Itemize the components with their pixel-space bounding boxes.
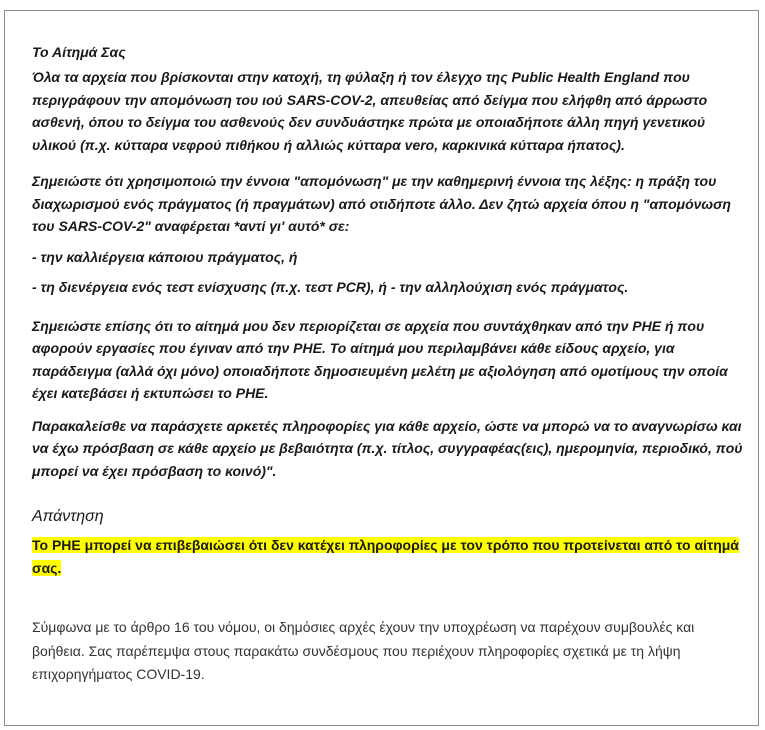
request-paragraph-scope-note: Σημειώστε επίσης ότι το αίτημά μου δεν περιορίζεται σε αρχεία που συντάχθηκαν από την PHE ή που αφορούν εργασίες που έγιναν από την PHE. Το αίτημά μου περιλαμβάνει κάθε είδους αρχείο, για παράδειγμα (αλλά όχι μόνο) οποιαδήποτε δημοσιευμένη μελέτη με αξιολόγηση από ομοτίμους την οποία έχει κατεβάσει ή εκτυπώσει το PHE. <box>32 317 728 401</box>
answer-follow-up-paragraph: Σύμφωνα με το άρθρο 16 του νόμου, οι δημόσιες αρχές έχουν την υποχρέωση να παρέχουν συμβουλές και βοήθεια. Σας παρέπεμψα στους παρακάτω συνδέσμους που περιέχουν πληροφορίες σχετικά με τη λήψη επιχορηγήματος COVID-19. <box>32 619 695 682</box>
request-exclusion-culture: - την καλλιέργεια κάποιου πράγματος, ή <box>32 248 298 265</box>
request-exclusion-amplification: - τη διενέργεια ενός τεστ ενίσχυσης (π.χ. τεστ PCR), ή - την αλληλούχιση ενός πράγματος. <box>32 279 629 295</box>
answer-heading: Απάντηση <box>32 508 104 525</box>
request-paragraph-details: Παρακαλείσθε να παράσχετε αρκετές πληροφορίες για κάθε αρχείο, ώστε να μπορώ να το αναγνωρίσω και να έχω πρόσβαση σε κάθε αρχείο με βεβαιότητα (π.χ. τίτλος, συγγραφέας(εις), ημερομηνία, περιοδικό, πού μπορεί να έχει πρόσβαση το κοινό)". <box>32 417 743 479</box>
request-paragraph-scope: Όλα τα αρχεία που βρίσκονται στην κατοχή, τη φύλαξη ή τον έλεγχο της Public Health England που περιγράφουν την απομόνωση του ιού SARS-COV-2, απευθείας από δείγμα που ελήφθη από άρρωστο ασθενή, όπου το δείγμα του ασθενούς δεν συνδυάστηκε πρώτα με οποιαδήποτε άλλη πηγή γενετικού υλικού (π.χ. κύτταρα νεφρού πιθήκου ή αλλιώς κύτταρα vero, καρκινικά κύτταρα ήπατος). <box>32 69 708 153</box>
document-frame <box>4 10 759 726</box>
request-paragraph-definition: Σημειώστε ότι χρησιμοποιώ την έννοια "απομόνωση" με την καθημερινή έννοια της λέξης: η πράξη του διαχωρισμού ενός πράγματος (ή πραγμάτων) από οτιδήποτε άλλο. Δεν ζητώ αρχεία όπου η "απομόνωση του SARS-COV-2" αναφέρεται *αντί γι' αυτό* σε: <box>32 173 731 234</box>
request-title: Το Αίτημά Σας <box>32 44 126 60</box>
answer-highlighted-paragraph <box>32 534 744 580</box>
document-content <box>32 41 744 687</box>
answer-highlight: Το PHE μπορεί να επιβεβαιώσει ότι δεν κατέχει πληροφορίες με τον τρόπο που προτείνεται από το αίτημά σας. <box>32 537 739 576</box>
